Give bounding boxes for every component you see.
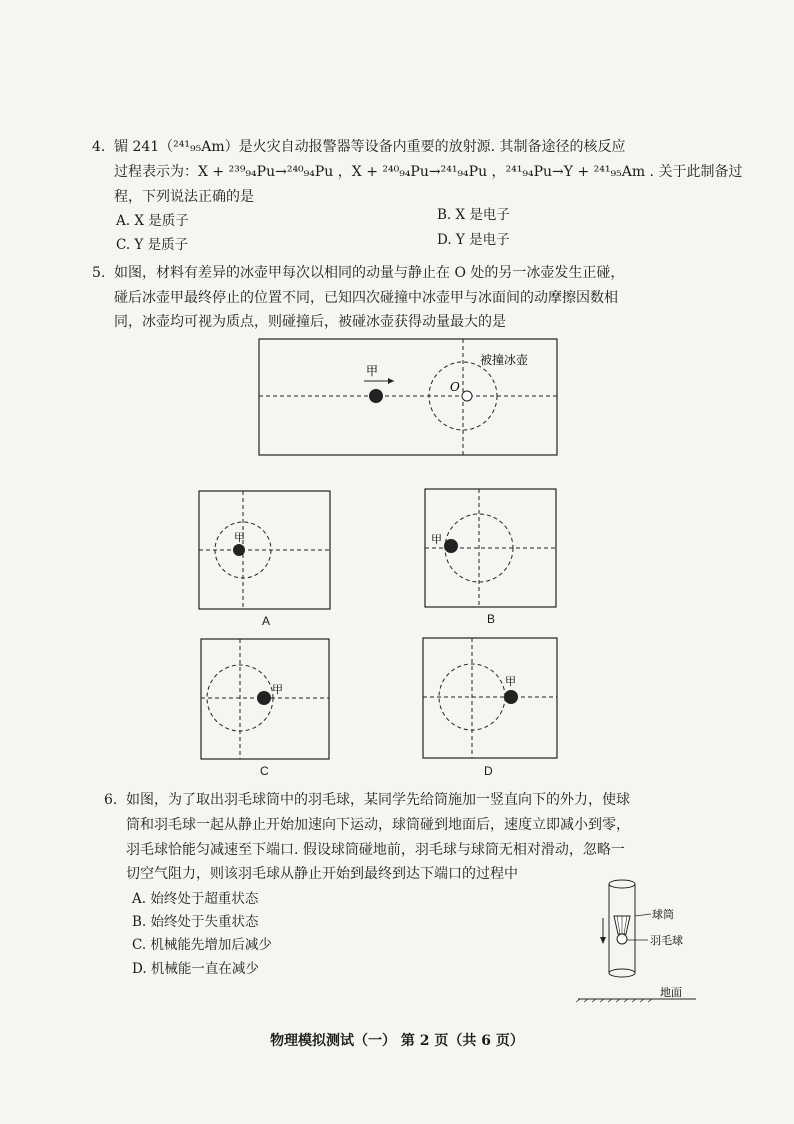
svg-text:甲: 甲	[431, 534, 442, 546]
label-shuttle: 羽毛球	[650, 935, 683, 947]
q5-subfig-c	[200, 638, 330, 760]
subfig-c-label: C	[260, 764, 269, 778]
q4-option-d: D. Y 是电子	[437, 232, 510, 248]
q4-line3: 程，下列说法正确的是	[114, 189, 254, 205]
q4-line2: 过程表示为：X + ²³⁹₉₄Pu→²⁴⁰₉₄Pu ，X + ²⁴⁰₉₄Pu→²⁴¹₉₄Pu ，²⁴¹₉₄Pu→Y + ²⁴¹₉₅Am . 关于此制备过	[114, 164, 743, 180]
subfig-b-label: B	[487, 612, 496, 626]
q5-subfig-b	[424, 488, 557, 608]
q4-line1: 镅 241（²⁴¹₉₅Am）是火灾自动报警器等设备内重要的放射源. 其制备途径的核反应	[114, 139, 626, 155]
q6-option-b: B. 始终处于失重状态	[132, 914, 259, 930]
q6-option-d: D. 机械能一直在减少	[132, 961, 259, 977]
q4-option-c: C. Y 是质子	[116, 237, 189, 253]
svg-text:甲: 甲	[272, 684, 283, 696]
q5-main-figure	[258, 338, 558, 456]
q6-line1: 如图，为了取出羽毛球筒中的羽毛球，某同学先给筒施加一竖直向下的外力，使球	[126, 792, 630, 808]
subfig-d-label: D	[484, 764, 493, 778]
label-tube: 球筒	[652, 909, 674, 921]
svg-text:甲: 甲	[505, 676, 516, 688]
q5-subfig-a	[198, 490, 331, 610]
label-ground: 地面	[660, 987, 682, 999]
q5-line1: 如图，材料有差异的冰壶甲每次以相同的动量与静止在 O 处的另一冰壶发生正碰，	[114, 265, 625, 281]
q5-line2: 碰后冰壶甲最终停止的位置不同，已知四次碰撞中冰壶甲与冰面间的动摩擦因数相	[114, 290, 618, 306]
q6-option-a: A. 始终处于超重状态	[132, 891, 259, 907]
q6-number: 6.	[104, 792, 118, 808]
q6-line4: 切空气阻力，则该羽毛球从静止开始到最终到达下端口的过程中	[126, 866, 518, 882]
q5-line3: 同，冰壶均可视为质点，则碰撞后，被碰冰壶获得动量最大的是	[114, 314, 506, 330]
label-jia: 甲	[366, 364, 379, 378]
label-target: 被撞冰壶	[480, 353, 529, 367]
label-o: O	[450, 380, 460, 394]
q6-figure	[576, 876, 698, 1002]
q4-option-b: B. X 是电子	[437, 207, 510, 223]
subfig-a-label: A	[262, 614, 271, 628]
q4-option-a: A. X 是质子	[116, 213, 189, 229]
q6-line3: 羽毛球恰能匀减速至下端口. 假设球筒碰地前，羽毛球与球筒无相对滑动，忽略一	[126, 842, 625, 858]
q4-number: 4.	[92, 139, 106, 155]
q5-subfig-d	[422, 637, 558, 759]
q6-option-c: C. 机械能先增加后减少	[132, 937, 272, 953]
curling-stone-jia	[369, 389, 383, 403]
q6-line2: 筒和羽毛球一起从静止开始加速向下运动，球筒碰到地面后，速度立即减小到零，	[126, 817, 630, 833]
svg-text:甲: 甲	[234, 532, 245, 544]
page-footer: 物理模拟测试（一） 第 2 页（共 6 页）	[270, 1033, 524, 1049]
q5-number: 5.	[92, 265, 106, 281]
